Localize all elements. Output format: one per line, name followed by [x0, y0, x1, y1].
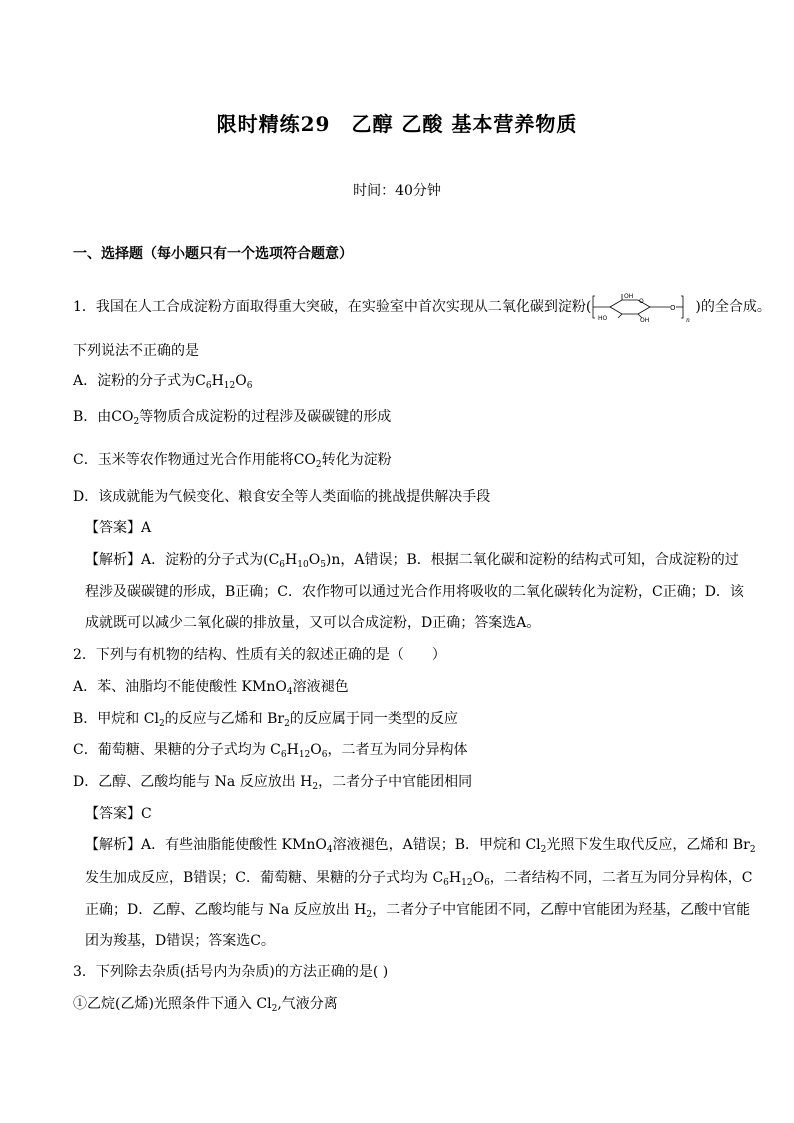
q2-answer: 【答案】C — [85, 806, 152, 822]
q2-option-a: A．苯、油脂均不能使酸性 KMnO$_4$溶液褪色 — [73, 679, 349, 697]
q2-explanation-line3: 正确；D．乙醇、乙酸均能与 Na 反应放出 $H_2$，二者分子中官能团不同，乙醇中官能团为羟基，乙酸中官能 — [85, 902, 751, 920]
struct-label-o-link: O — [670, 304, 676, 312]
q1-option-b: B．由$CO_2$等物质合成淀粉的过程涉及碳碳键的形成 — [73, 409, 392, 427]
struct-label-ho: HO — [598, 315, 608, 322]
q2-stem: 2．下列与有机物的结构、性质有关的叙述正确的是（ ） — [73, 647, 446, 663]
q2-option-c: C．葡萄糖、果糖的分子式均为 $C_6H_{12}O_6$，二者互为同分异构体 — [73, 742, 468, 760]
q1-option-a: A．淀粉的分子式为$C_6H_{12}O_6$ — [73, 373, 253, 391]
q1-stem: 1．我国在人工合成淀粉方面取得重大突破，在实验室中首次实现从二氧化碳到淀粉( OH O HO OH O n )的全合成。 — [73, 290, 771, 324]
q1-option-d: D．该成就能为气候变化、粮食安全等人类面临的挑战提供解决手段 — [73, 489, 491, 505]
q1-option-c: C．玉米等农作物通过光合作用能将$CO_2$转化为淀粉 — [73, 452, 392, 470]
q1-answer: 【答案】A — [85, 520, 152, 536]
q1-explanation-line2: 程涉及碳碳键的形成，B正确；C．农作物可以通过光合作用将吸收的二氧化碳转化为淀粉，C正确；D．该 — [85, 584, 744, 600]
time-limit: 时间：40分钟 — [353, 183, 441, 199]
q3-option-1: ①乙烷(乙烯)光照条件下通入 $Cl_2$,气液分离 — [73, 996, 338, 1014]
struct-label-o-ring: O — [639, 298, 645, 305]
struct-label-oh-top: OH — [624, 293, 634, 300]
struct-label-n: n — [686, 317, 691, 324]
q2-explanation-line1: 【解析】A．有些油脂能使酸性 KMnO$_4$溶液褪色，A错误；B．甲烷和 $Cl_2$光照下发生取代反应，乙烯和 $Br_2$ — [85, 837, 756, 855]
section-heading: 一、选择题（每小题只有一个选项符合题意） — [73, 246, 353, 262]
starch-structure-icon — [592, 290, 694, 324]
page-title: 限时精练29 乙醇 乙酸 基本营养物质 — [216, 112, 578, 136]
q2-explanation-line4: 团为羧基，D错误；答案选C。 — [85, 933, 275, 949]
q1-explanation-line1: 【解析】A．淀粉的分子式为$(C_6H_{10}O_5)n$，A错误；B．根据二氧化碳和淀粉的结构式可知，合成淀粉的过 — [85, 552, 739, 570]
q2-explanation-line2: 发生加成反应，B错误；C．葡萄糖、果糖的分子式均为 $C_6H_{12}O_6$，二者结构不同，二者互为同分异构体，C — [85, 870, 753, 888]
q2-option-d: D．乙醇、乙酸均能与 Na 反应放出 $H_2$，二者分子中官能团相同 — [73, 774, 473, 792]
q2-option-b: B．甲烷和 $Cl_2$的反应与乙烯和 $Br_2$的反应属于同一类型的反应 — [73, 711, 458, 729]
struct-label-oh-bottom: OH — [640, 317, 650, 324]
q1-explanation-line3: 成就既可以减少二氧化碳的排放量，又可以合成淀粉，D正确；答案选A。 — [85, 615, 541, 631]
q1-stem2: 下列说法不正确的是 — [73, 343, 199, 359]
q3-stem: 3．下列除去杂质(括号内为杂质)的方法正确的是( ) — [73, 964, 389, 980]
